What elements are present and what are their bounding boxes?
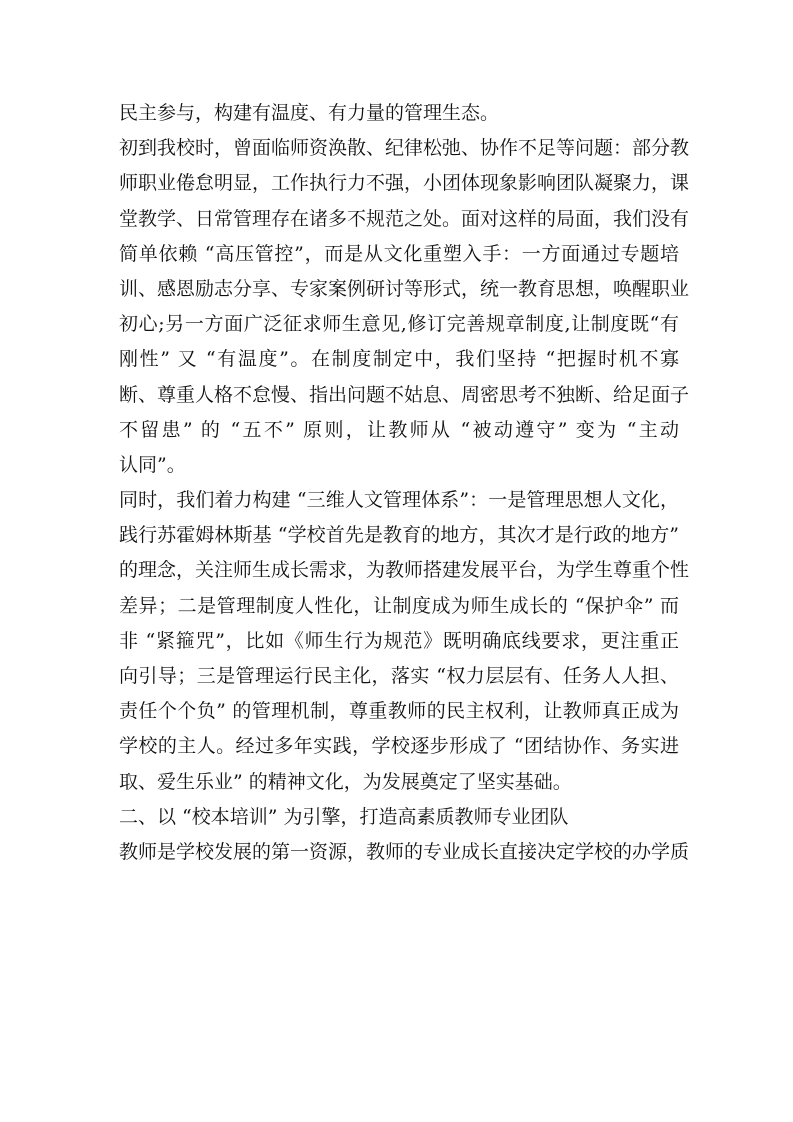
text-line: 非 “紧箍咒”，比如《师生行为规范》既明确底线要求，更注重正 [119, 629, 679, 652]
text-line: 训、感恩励志分享、专家案例研讨等形式，统一教育思想，唤醒职业 [119, 277, 690, 300]
text-line: 刚性” 又 “有温度”。在制度制定中，我们坚持 “把握时机不寡 [119, 348, 679, 371]
text-line: 堂教学、日常管理存在诸多不规范之处。面对这样的局面，我们没有 [119, 207, 690, 230]
text-line: 责任个个负” 的管理机制，尊重教师的民主权利，让教师真正成为 [119, 700, 679, 723]
text-line: 学校的主人。经过多年实践，学校逐步形成了 “团结协作、务实进 [119, 735, 679, 758]
text-line: 践行苏霍姆林斯基 “学校首先是教育的地方，其次才是行政的地方” [119, 524, 679, 547]
text-line: 初到我校时，曾面临师资涣散、纪律松弛、协作不足等问题：部分教 [119, 137, 690, 160]
text-line: 取、爱生乐业” 的精神文化，为发展奠定了坚实基础。 [119, 770, 572, 793]
text-line: 初心;另一方面广泛征求师生意见,修订完善规章制度,让制度既“有 [119, 313, 679, 336]
text-line: 差异；二是管理制度人性化，让制度成为师生成长的 “保护伞” 而 [119, 594, 679, 617]
text-line: 不留患” 的 “五不” 原则，让教师从 “被动遵守” 变为 “主动 [119, 418, 679, 441]
text-line: 断、尊重人格不怠慢、指出问题不姑息、周密思考不独断、给足面子 [119, 383, 690, 406]
body-text [119, 96, 690, 870]
text-line: 同时，我们着力构建 “三维人文管理体系”：一是管理思想人文化， [119, 489, 679, 512]
text-line: 教师是学校发展的第一资源，教师的专业成长直接决定学校的办学质 [119, 840, 690, 863]
text-line: 向引导；三是管理运行民主化，落实 “权力层层有、任务人人担、 [119, 665, 679, 687]
text-line: 二、以 “校本培训” 为引擎，打造高素质教师专业团队 [119, 805, 569, 828]
text-line: 认同”。 [119, 453, 186, 476]
text-line: 民主参与，构建有温度、有力量的管理生态。 [119, 102, 500, 124]
text-line: 师职业倦怠明显，工作执行力不强，小团体现象影响团队凝聚力，课 [119, 172, 690, 195]
text-line: 简单依赖 “高压管控”，而是从文化重塑入手：一方面通过专题培 [119, 242, 679, 265]
text-line: 的理念，关注师生成长需求，为教师搭建发展平台，为学生尊重个性 [119, 559, 690, 582]
